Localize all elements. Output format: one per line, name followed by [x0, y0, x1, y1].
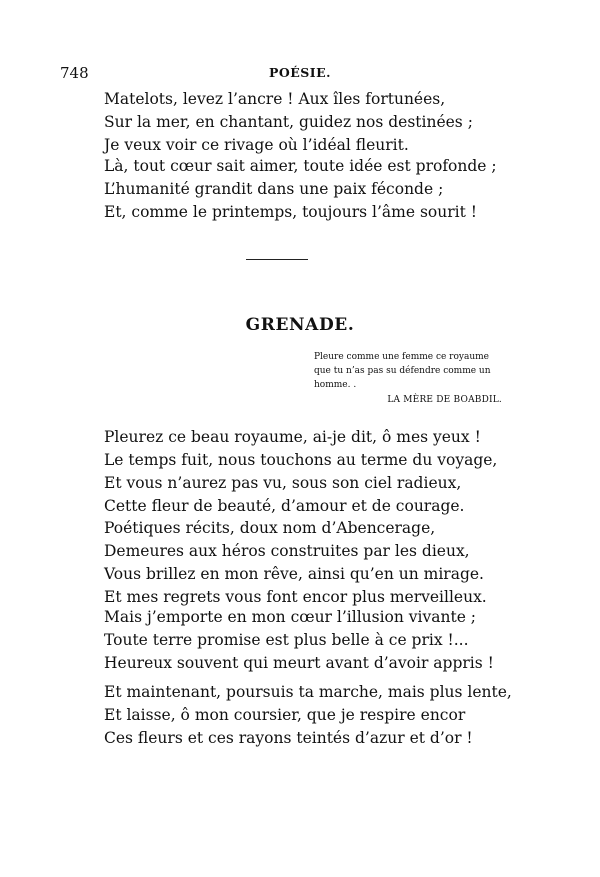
poem-title: GRENADE.: [245, 315, 355, 335]
verse-line: Poétiques récits, doux nom d’Abencerage,: [104, 519, 436, 537]
section-divider: [246, 259, 308, 260]
stanza-previous-poem-1: [104, 88, 524, 157]
verse-line: Mais j’emporte en mon cœur l’illusion vivante ;: [104, 608, 477, 626]
verse-line: Et vous n’aurez pas vu, sous son ciel radieux,: [104, 474, 462, 492]
stanza-grenade-3: [104, 606, 524, 675]
epigraph: [314, 350, 504, 407]
verse-line: Et maintenant, poursuis ta marche, mais plus lente,: [104, 683, 512, 701]
verse-line: Le temps fuit, nous touchons au terme du voyage,: [104, 451, 498, 469]
epigraph-text: Pleure comme une femme ce royaume que tu n’as pas su défendre comme un homme. .: [314, 352, 491, 390]
verse-line: Là, tout cœur sait aimer, toute idée est profonde ;: [104, 157, 497, 175]
verse-line: Matelots, levez l’ancre ! Aux îles fortunées,: [104, 90, 446, 108]
stanza-previous-poem-2: [104, 155, 524, 224]
verse-line: Et laisse, ô mon coursier, que je respire encor: [104, 706, 466, 724]
stanza-grenade-4: [104, 681, 524, 750]
epigraph-attribution: LA MÈRE DE BOABDIL.: [387, 395, 502, 405]
verse-line: L’humanité grandit dans une paix féconde ;: [104, 180, 444, 198]
verse-line: Pleurez ce beau royaume, ai-je dit, ô mes yeux !: [104, 428, 481, 446]
stanza-grenade-1: [104, 426, 524, 518]
running-title: POÉSIE.: [268, 65, 332, 80]
verse-line: Et mes regrets vous font encor plus merveilleux.: [104, 588, 487, 606]
verse-line: Heureux souvent qui meurt avant d’avoir appris !: [104, 654, 494, 672]
verse-line: Ces fleurs et ces rayons teintés d’azur et d’or !: [104, 729, 473, 747]
verse-line: Sur la mer, en chantant, guidez nos destinées ;: [104, 113, 473, 131]
verse-line: Cette fleur de beauté, d’amour et de courage.: [104, 497, 465, 515]
stanza-grenade-2: [104, 517, 524, 609]
verse-line: Demeures aux héros construites par les dieux,: [104, 542, 470, 560]
verse-line: Et, comme le printemps, toujours l’âme sourit !: [104, 203, 477, 221]
verse-line: Je veux voir ce rivage où l’idéal fleurit.: [104, 136, 409, 154]
verse-line: Toute terre promise est plus belle à ce prix !...: [104, 631, 469, 649]
page-number: 748: [60, 64, 89, 82]
verse-line: Vous brillez en mon rêve, ainsi qu’en un mirage.: [104, 565, 484, 583]
